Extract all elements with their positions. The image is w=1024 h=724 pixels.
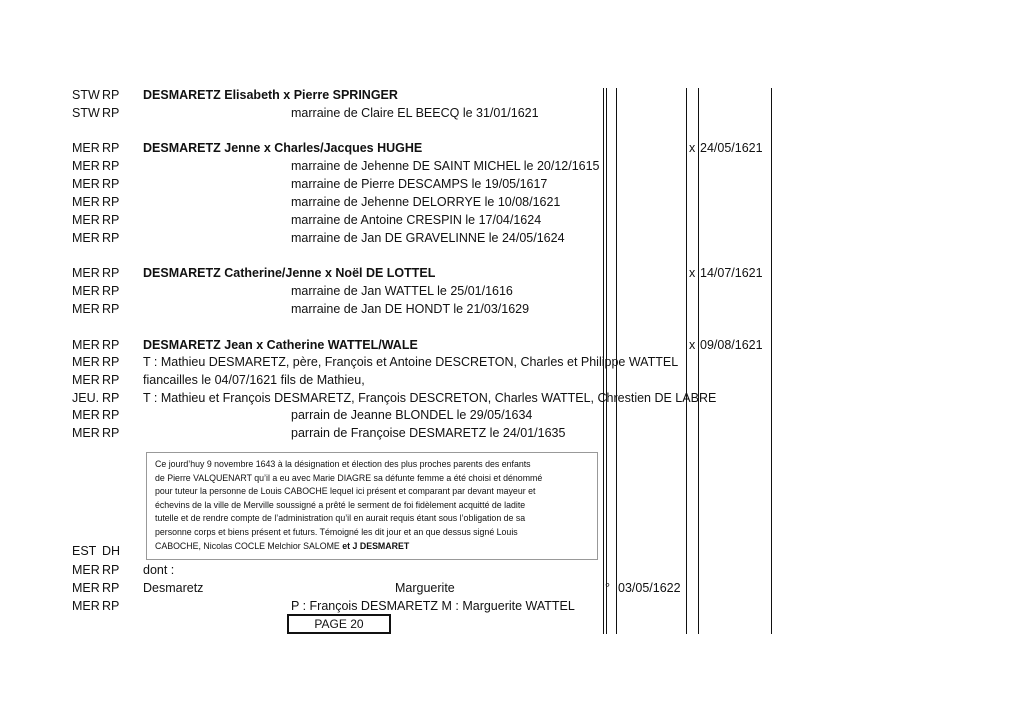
source-code: MER bbox=[72, 355, 100, 369]
entry-description: parrain de Françoise DESMARETZ le 24/01/1635 bbox=[291, 426, 566, 440]
note-line: pour tuteur la personne de Louis CABOCHE lequel ici présent et comparant par devant mayeur et bbox=[155, 486, 536, 497]
given-name: Marguerite bbox=[395, 581, 455, 595]
note-line: de Pierre VALQUENART qu’il a eu avec Marie DIAGRE sa défunte femme a été choisi et dénommé bbox=[155, 472, 543, 483]
source-code: MER bbox=[72, 213, 100, 227]
person-name: DESMARETZ Jean x Catherine WATTEL/WALE bbox=[143, 338, 418, 352]
person-name: DESMARETZ Catherine/Jenne x Noël DE LOTTEL bbox=[143, 266, 436, 280]
entry-description: marraine de Claire EL BEECQ le 31/01/1621 bbox=[291, 106, 539, 120]
column-rule-5 bbox=[698, 88, 699, 634]
entry-text: dont : bbox=[143, 563, 175, 577]
entry-description: marraine de Jehenne DE SAINT MICHEL le 20/12/1615 bbox=[291, 159, 600, 173]
person-name: DESMARETZ Elisabeth x Pierre SPRINGER bbox=[143, 88, 398, 102]
record-type: RP bbox=[102, 231, 120, 245]
birth-mark: ° bbox=[605, 581, 610, 595]
source-code: MER bbox=[72, 266, 100, 280]
source-code: MER bbox=[72, 338, 100, 352]
record-type: RP bbox=[102, 426, 120, 440]
note-last-line-text: CABOCHE, Nicolas COCLE Melchior SALOME bbox=[155, 540, 340, 551]
source-code: JEU. bbox=[72, 391, 100, 405]
column-rule-4 bbox=[686, 88, 687, 634]
record-type: RP bbox=[102, 213, 120, 227]
entry-description: marraine de Antoine CRESPIN le 17/04/1624 bbox=[291, 213, 542, 227]
note-last-line bbox=[155, 540, 591, 554]
source-code: MER bbox=[72, 284, 100, 298]
birth-date: 03/05/1622 bbox=[618, 581, 681, 595]
record-type: RP bbox=[102, 159, 120, 173]
source-code: MER bbox=[72, 159, 100, 173]
source-code: STW bbox=[72, 106, 100, 120]
record-type: RP bbox=[102, 177, 120, 191]
note-line: personne corps et biens présent et futurs. Témoigné les dit jour et an que dessus signé Louis bbox=[155, 526, 518, 537]
record-type: RP bbox=[102, 106, 120, 120]
entry-description: marraine de Jan DE HONDT le 21/03/1629 bbox=[291, 302, 530, 316]
entry-text: T : Mathieu et François DESMARETZ, François DESCRETON, Charles WATTEL, Chrestien DE LABRE bbox=[143, 391, 717, 405]
note-line: Ce jourd’huy 9 novembre 1643 à la désignation et élection des plus proches parents des enfants bbox=[155, 459, 531, 469]
source-code: EST bbox=[72, 544, 97, 558]
record-type: RP bbox=[102, 373, 120, 387]
marriage-mark: x bbox=[689, 141, 696, 155]
note-last-line-bold: et J DESMARET bbox=[339, 540, 410, 551]
marriage-date: 24/05/1621 bbox=[700, 141, 763, 155]
record-type: RP bbox=[102, 563, 120, 577]
marriage-mark: x bbox=[689, 338, 696, 352]
source-code: MER bbox=[72, 563, 100, 577]
record-type: RP bbox=[102, 355, 120, 369]
note-line: échevins de la ville de Merville soussigné a prêté le serment de foi fidèlement acquitté de ladite bbox=[155, 499, 526, 510]
entry-description: marraine de Pierre DESCAMPS le 19/05/1617 bbox=[291, 177, 548, 191]
record-type: RP bbox=[102, 391, 120, 405]
source-code: STW bbox=[72, 88, 100, 102]
source-code: MER bbox=[72, 195, 100, 209]
source-code: MER bbox=[72, 426, 100, 440]
record-type: RP bbox=[102, 338, 120, 352]
record-type: RP bbox=[102, 408, 120, 422]
record-type: DH bbox=[102, 544, 121, 558]
record-type: RP bbox=[102, 284, 120, 298]
marriage-date: 14/07/1621 bbox=[700, 266, 763, 280]
record-type: RP bbox=[102, 266, 120, 280]
record-type: RP bbox=[102, 302, 120, 316]
record-type: RP bbox=[102, 141, 120, 155]
source-code: MER bbox=[72, 141, 100, 155]
entry-description: P : François DESMARETZ M : Marguerite WATTEL bbox=[291, 599, 575, 613]
tutelle-note-box bbox=[146, 452, 598, 560]
source-code: MER bbox=[72, 231, 100, 245]
marriage-mark: x bbox=[689, 266, 696, 280]
marriage-date: 09/08/1621 bbox=[700, 338, 763, 352]
record-type: RP bbox=[102, 88, 120, 102]
source-code: MER bbox=[72, 302, 100, 316]
note-line: tutelle et de rendre compte de l’administration qu’il en aurait requis étant sous l’obligation de sa bbox=[155, 513, 526, 524]
entry-description: marraine de Jehenne DELORRYE le 10/08/1621 bbox=[291, 195, 561, 209]
source-code: MER bbox=[72, 177, 100, 191]
entry-text: fiancailles le 04/07/1621 fils de Mathieu, bbox=[143, 373, 365, 387]
source-code: MER bbox=[72, 599, 100, 613]
entry-text: T : Mathieu DESMARETZ, père, François et Antoine DESCRETON, Charles et Philippe WATTEL bbox=[143, 355, 679, 369]
entry-description: parrain de Jeanne BLONDEL le 29/05/1634 bbox=[291, 408, 533, 422]
source-code: MER bbox=[72, 581, 100, 595]
person-name: DESMARETZ Jenne x Charles/Jacques HUGHE bbox=[143, 141, 423, 155]
source-code: MER bbox=[72, 408, 100, 422]
record-type: RP bbox=[102, 599, 120, 613]
record-type: RP bbox=[102, 195, 120, 209]
source-code: MER bbox=[72, 373, 100, 387]
entry-description: marraine de Jan DE GRAVELINNE le 24/05/1624 bbox=[291, 231, 565, 245]
entry-text: Desmaretz bbox=[143, 581, 204, 595]
entry-description: marraine de Jan WATTEL le 25/01/1616 bbox=[291, 284, 513, 298]
page-number-box: PAGE 20 bbox=[287, 614, 391, 634]
record-type: RP bbox=[102, 581, 120, 595]
column-rule-6 bbox=[771, 88, 772, 634]
